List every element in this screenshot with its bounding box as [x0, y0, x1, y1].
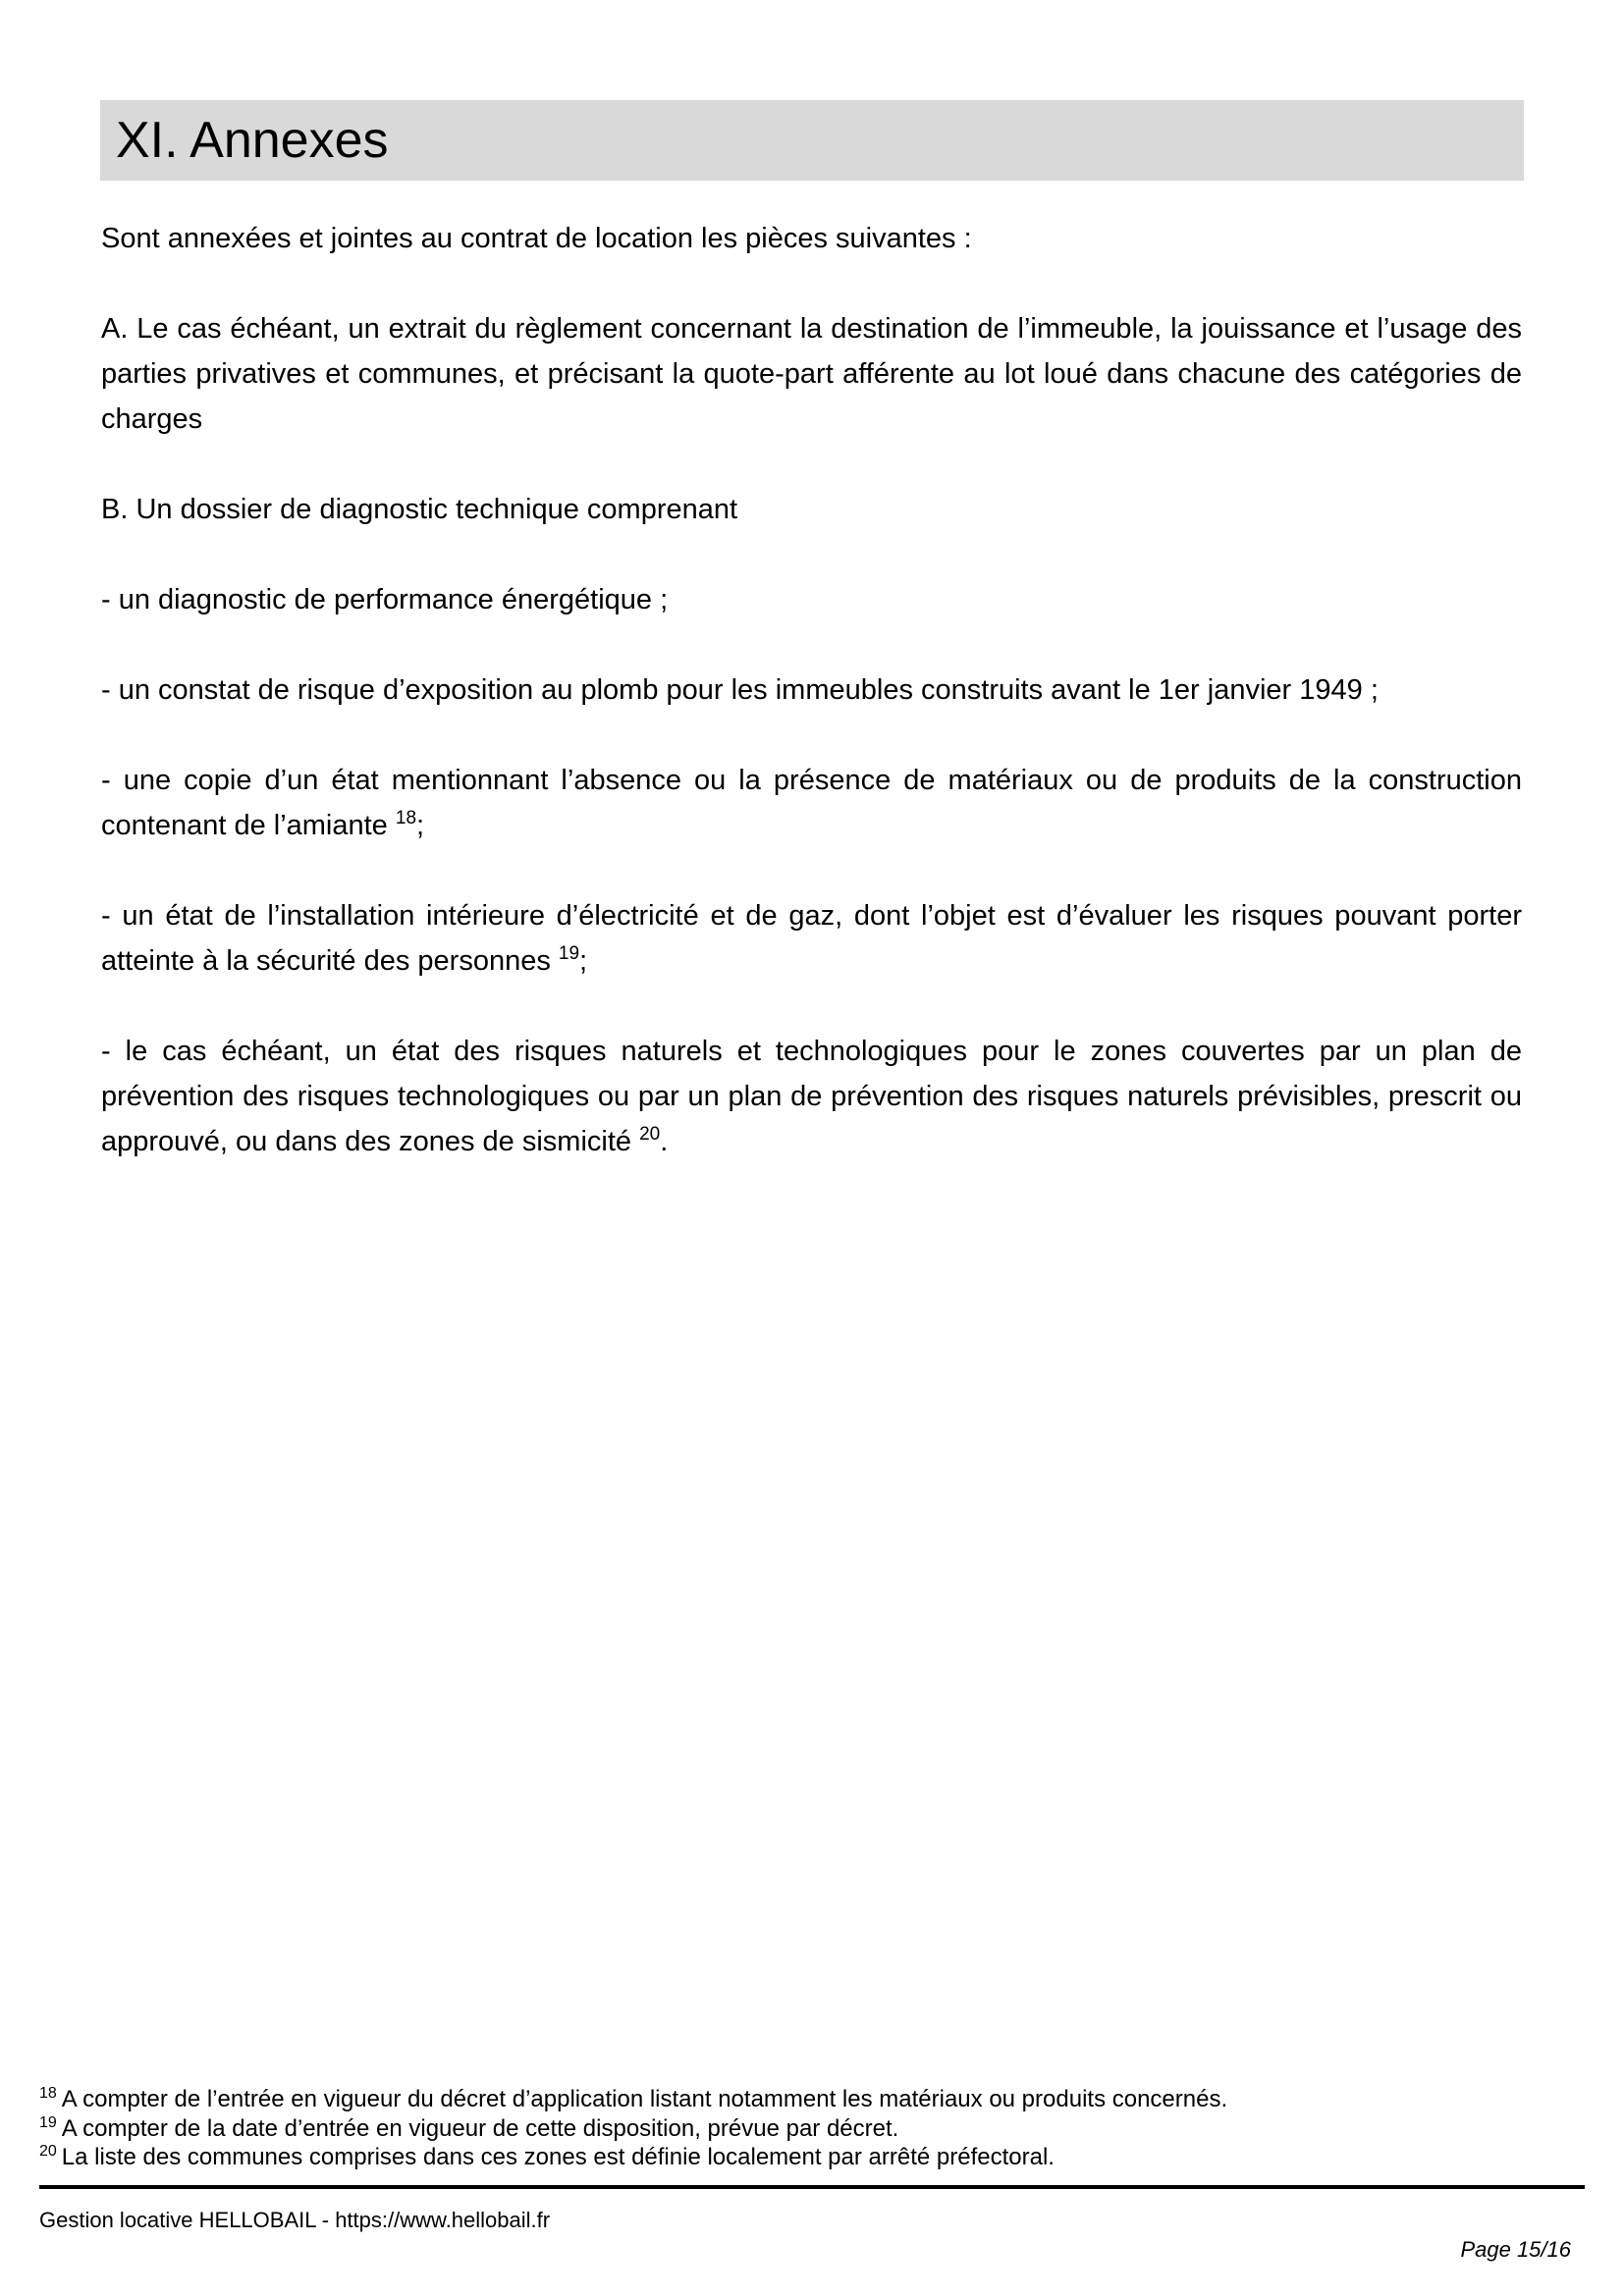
- footnote: [39, 2143, 1571, 2172]
- diagnostic-bullet: [101, 893, 1522, 984]
- diagnostic-bullet: [101, 758, 1522, 848]
- bullet-text: - un constat de risque d’exposition au plomb pour les immeubles construits avant le 1er janvier 1949 ;: [101, 674, 1379, 706]
- footnote-number: 20: [39, 2143, 57, 2160]
- bullet-punctuation: ;: [416, 810, 425, 841]
- bullet-punctuation: .: [660, 1126, 669, 1157]
- footnote-number: 19: [39, 2113, 57, 2131]
- bullet-punctuation: ;: [579, 945, 588, 977]
- footnotes: [39, 2085, 1571, 2172]
- annex-item-a: A. Le cas échéant, un extrait du règlement concernant la destination de l’immeuble, la jouissance et l’usage des parties privatives et communes, et précisant la quote-part afférente au lot loué dans chacune des catégories de charges: [101, 313, 1522, 435]
- bullet-text: - un diagnostic de performance énergétique ;: [101, 584, 669, 615]
- footnote-reference[interactable]: 19: [558, 943, 580, 964]
- footnote-reference[interactable]: 18: [395, 808, 417, 828]
- footer-divider: [39, 2185, 1585, 2189]
- diagnostic-bullet: [101, 667, 1522, 713]
- diagnostic-bullet: [101, 1029, 1522, 1164]
- intro-paragraph: Sont annexées et jointes au contrat de location les pièces suivantes :: [101, 223, 972, 254]
- footnote-text: A compter de l’entrée en vigueur du décret d’application listant notamment les matériaux ou produits concernés.: [61, 2086, 1228, 2112]
- annexes-body: [101, 216, 1522, 1209]
- diagnostic-bullet: [101, 577, 1522, 622]
- section-heading-bar: [100, 100, 1524, 181]
- footnote: [39, 2085, 1571, 2114]
- footnote-text: A compter de la date d’entrée en vigueur de cette disposition, prévue par décret.: [61, 2114, 899, 2142]
- footnote: [39, 2114, 1571, 2144]
- annex-item-b: B. Un dossier de diagnostic technique comprenant: [101, 494, 738, 525]
- bullet-text: - une copie d’un état mentionnant l’absence ou la présence de matériaux ou de produits de la construction contenant de l’amiante: [101, 765, 1522, 841]
- footnote-number: 18: [39, 2085, 57, 2102]
- footnote-text: La liste des communes comprises dans ces zones est définie localement par arrêté préfectoral.: [61, 2144, 1055, 2170]
- bullet-text: - le cas échéant, un état des risques naturels et technologiques pour le zones couvertes par un plan de prévention des risques technologiques ou par un plan de prévention des risques naturels prévisibles, prescrit ou approuvé, ou dans des zones de sismicité: [101, 1036, 1522, 1157]
- page-number: Page 15/16: [1460, 2237, 1571, 2262]
- footer-company: Gestion locative HELLOBAIL - https://www.hellobail.fr: [39, 2208, 551, 2232]
- bullet-text: - un état de l’installation intérieure d’électricité et de gaz, dont l’objet est d’évaluer les risques pouvant porter atteinte à la sécurité des personnes: [101, 900, 1522, 977]
- section-title: XI. Annexes: [116, 112, 389, 169]
- footnote-reference[interactable]: 20: [639, 1124, 661, 1145]
